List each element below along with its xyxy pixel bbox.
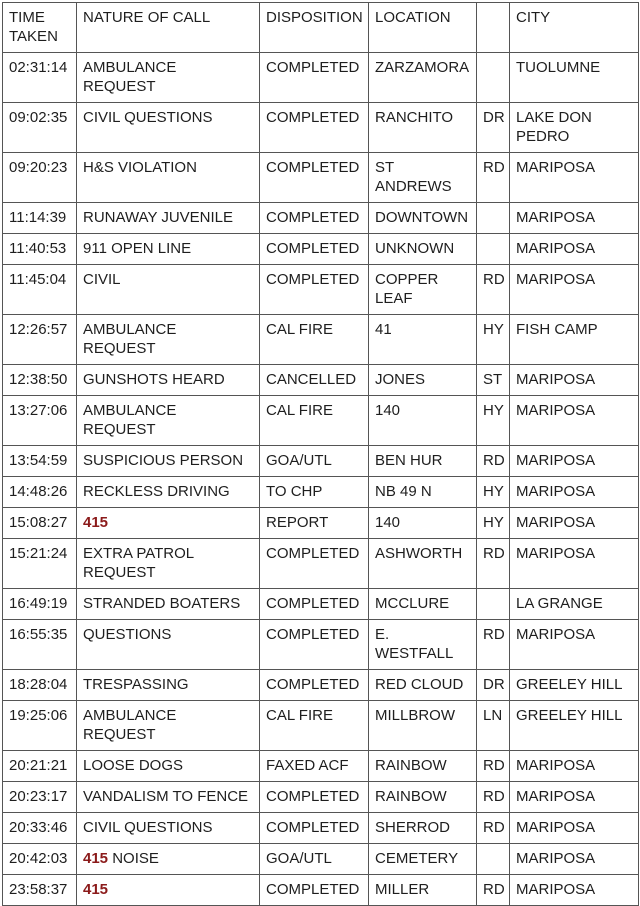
table-row — [3, 153, 639, 203]
call-description: TRESPASSING — [83, 676, 189, 693]
header-city: CITY — [510, 3, 639, 53]
cell-disposition: FAXED ACF — [260, 751, 369, 782]
cell-disposition: REPORT — [260, 508, 369, 539]
table-row — [3, 203, 639, 234]
cell-city: GREELEY HILL — [510, 701, 639, 751]
cell-time: 18:28:04 — [3, 670, 77, 701]
cell-city: MARIPOSA — [510, 620, 639, 670]
cell-nature-of-call — [77, 589, 260, 620]
cell-nature-of-call — [77, 701, 260, 751]
table-row — [3, 701, 639, 751]
cell-street-suffix: HY — [477, 396, 510, 446]
cell-city: MARIPOSA — [510, 875, 639, 906]
table-row — [3, 782, 639, 813]
cell-nature-of-call — [77, 53, 260, 103]
cell-street-suffix — [477, 589, 510, 620]
cell-time: 19:25:06 — [3, 701, 77, 751]
call-code-highlight: 415 — [83, 514, 109, 531]
header-time: TIME TAKEN — [3, 3, 77, 53]
cell-location: RAINBOW — [369, 751, 477, 782]
cell-location: SHERROD — [369, 813, 477, 844]
cell-street-suffix: RD — [477, 782, 510, 813]
cell-time: 20:23:17 — [3, 782, 77, 813]
cell-city: MARIPOSA — [510, 365, 639, 396]
cell-time: 09:02:35 — [3, 103, 77, 153]
table-row — [3, 844, 639, 875]
cell-disposition: GOA/UTL — [260, 844, 369, 875]
call-code-highlight: 415 — [83, 850, 109, 867]
cell-city: MARIPOSA — [510, 844, 639, 875]
cell-time: 11:40:53 — [3, 234, 77, 265]
cell-nature-of-call — [77, 813, 260, 844]
cell-location: CEMETERY — [369, 844, 477, 875]
cell-disposition: COMPLETED — [260, 539, 369, 589]
cell-location: ST ANDREWS — [369, 153, 477, 203]
cell-disposition: CAL FIRE — [260, 315, 369, 365]
cell-time: 16:49:19 — [3, 589, 77, 620]
cell-time: 15:08:27 — [3, 508, 77, 539]
call-description: NOISE — [108, 850, 159, 867]
cell-city: LAKE DON PEDRO — [510, 103, 639, 153]
cell-street-suffix: RD — [477, 751, 510, 782]
cell-nature-of-call — [77, 103, 260, 153]
cell-nature-of-call — [77, 396, 260, 446]
cell-city: LA GRANGE — [510, 589, 639, 620]
cell-disposition: CAL FIRE — [260, 396, 369, 446]
cell-city: MARIPOSA — [510, 446, 639, 477]
table-row — [3, 446, 639, 477]
cell-street-suffix: ST — [477, 365, 510, 396]
cell-nature-of-call — [77, 203, 260, 234]
cell-location: 140 — [369, 396, 477, 446]
cell-nature-of-call — [77, 875, 260, 906]
table-row — [3, 315, 639, 365]
call-description: CIVIL QUESTIONS — [83, 819, 213, 836]
call-description: QUESTIONS — [83, 626, 172, 643]
cell-street-suffix: RD — [477, 620, 510, 670]
call-description: 911 OPEN LINE — [83, 240, 192, 257]
cell-city: MARIPOSA — [510, 396, 639, 446]
table-row — [3, 508, 639, 539]
cell-time: 13:27:06 — [3, 396, 77, 446]
call-description: CIVIL QUESTIONS — [83, 109, 213, 126]
call-description: GUNSHOTS HEARD — [83, 371, 225, 388]
table-row — [3, 265, 639, 315]
cell-street-suffix: RD — [477, 153, 510, 203]
table-row — [3, 365, 639, 396]
call-description: RECKLESS DRIVING — [83, 483, 230, 500]
cell-time: 11:45:04 — [3, 265, 77, 315]
cell-nature-of-call — [77, 446, 260, 477]
cell-location: MCCLURE — [369, 589, 477, 620]
cell-nature-of-call — [77, 265, 260, 315]
cell-nature-of-call — [77, 620, 260, 670]
cell-nature-of-call — [77, 751, 260, 782]
cell-city: GREELEY HILL — [510, 670, 639, 701]
cell-disposition: TO CHP — [260, 477, 369, 508]
cell-time: 20:33:46 — [3, 813, 77, 844]
cell-disposition: CANCELLED — [260, 365, 369, 396]
table-row — [3, 539, 639, 589]
cell-city: MARIPOSA — [510, 751, 639, 782]
cell-location: RANCHITO — [369, 103, 477, 153]
cell-location: 140 — [369, 508, 477, 539]
call-description: AMBULANCE REQUEST — [83, 402, 181, 438]
call-description: STRANDED BOATERS — [83, 595, 241, 612]
cell-nature-of-call — [77, 844, 260, 875]
cell-street-suffix: LN — [477, 701, 510, 751]
table-row — [3, 813, 639, 844]
cell-location: RAINBOW — [369, 782, 477, 813]
cell-disposition: COMPLETED — [260, 813, 369, 844]
call-description: AMBULANCE REQUEST — [83, 321, 181, 357]
cell-time: 02:31:14 — [3, 53, 77, 103]
header-row — [3, 3, 639, 53]
cell-nature-of-call — [77, 477, 260, 508]
cell-disposition: COMPLETED — [260, 265, 369, 315]
cell-nature-of-call — [77, 153, 260, 203]
cell-location: RED CLOUD — [369, 670, 477, 701]
cell-location: NB 49 N — [369, 477, 477, 508]
call-description: SUSPICIOUS PERSON — [83, 452, 244, 469]
table-row — [3, 589, 639, 620]
cell-city: MARIPOSA — [510, 508, 639, 539]
cell-nature-of-call — [77, 315, 260, 365]
call-code-highlight: 415 — [83, 881, 109, 898]
table-row — [3, 53, 639, 103]
cell-city: MARIPOSA — [510, 153, 639, 203]
table-row — [3, 396, 639, 446]
cell-time: 11:14:39 — [3, 203, 77, 234]
cell-disposition: COMPLETED — [260, 234, 369, 265]
cell-disposition: COMPLETED — [260, 875, 369, 906]
cell-disposition: COMPLETED — [260, 153, 369, 203]
cell-location: MILLER — [369, 875, 477, 906]
cell-time: 09:20:23 — [3, 153, 77, 203]
table-row — [3, 751, 639, 782]
call-description: H&S VIOLATION — [83, 159, 197, 176]
cell-disposition: COMPLETED — [260, 203, 369, 234]
cell-street-suffix — [477, 844, 510, 875]
cell-city: MARIPOSA — [510, 782, 639, 813]
cell-time: 23:58:37 — [3, 875, 77, 906]
cell-street-suffix — [477, 53, 510, 103]
call-description: EXTRA PATROL REQUEST — [83, 545, 198, 581]
cell-disposition: COMPLETED — [260, 53, 369, 103]
cell-time: 20:42:03 — [3, 844, 77, 875]
cell-nature-of-call — [77, 365, 260, 396]
table-row — [3, 103, 639, 153]
cell-location: E. WESTFALL — [369, 620, 477, 670]
header-disposition: DISPOSITION — [260, 3, 369, 53]
call-log-body — [3, 53, 639, 906]
cell-street-suffix: DR — [477, 670, 510, 701]
cell-city: MARIPOSA — [510, 265, 639, 315]
cell-disposition: COMPLETED — [260, 782, 369, 813]
cell-city: FISH CAMP — [510, 315, 639, 365]
cell-street-suffix: HY — [477, 315, 510, 365]
cell-nature-of-call — [77, 539, 260, 589]
call-description: AMBULANCE REQUEST — [83, 707, 181, 743]
cell-time: 12:26:57 — [3, 315, 77, 365]
cell-city: MARIPOSA — [510, 813, 639, 844]
cell-street-suffix — [477, 203, 510, 234]
cell-disposition: COMPLETED — [260, 589, 369, 620]
table-row — [3, 670, 639, 701]
cell-street-suffix: DR — [477, 103, 510, 153]
cell-street-suffix: RD — [477, 539, 510, 589]
cell-time: 16:55:35 — [3, 620, 77, 670]
cell-time: 15:21:24 — [3, 539, 77, 589]
cell-street-suffix: RD — [477, 813, 510, 844]
cell-location: ZARZAMORA — [369, 53, 477, 103]
cell-time: 12:38:50 — [3, 365, 77, 396]
cell-location: ASHWORTH — [369, 539, 477, 589]
cell-nature-of-call — [77, 670, 260, 701]
cell-city: MARIPOSA — [510, 539, 639, 589]
table-row — [3, 875, 639, 906]
cell-street-suffix: RD — [477, 446, 510, 477]
cell-disposition: GOA/UTL — [260, 446, 369, 477]
cell-street-suffix: HY — [477, 477, 510, 508]
cell-time: 14:48:26 — [3, 477, 77, 508]
cell-location: UNKNOWN — [369, 234, 477, 265]
cell-disposition: COMPLETED — [260, 670, 369, 701]
cell-city: MARIPOSA — [510, 234, 639, 265]
cell-disposition: COMPLETED — [260, 620, 369, 670]
cell-time: 13:54:59 — [3, 446, 77, 477]
cell-street-suffix: RD — [477, 875, 510, 906]
header-location: LOCATION — [369, 3, 477, 53]
call-description: VANDALISM TO FENCE — [83, 788, 249, 805]
header-street-suffix — [477, 3, 510, 53]
cell-city: MARIPOSA — [510, 477, 639, 508]
cell-disposition: COMPLETED — [260, 103, 369, 153]
call-log-table — [2, 2, 639, 906]
cell-nature-of-call — [77, 782, 260, 813]
header-nature-of-call: NATURE OF CALL — [77, 3, 260, 53]
call-description: CIVIL — [83, 271, 121, 288]
cell-location: DOWNTOWN — [369, 203, 477, 234]
cell-location: BEN HUR — [369, 446, 477, 477]
cell-street-suffix: RD — [477, 265, 510, 315]
cell-city: TUOLUMNE — [510, 53, 639, 103]
cell-disposition: CAL FIRE — [260, 701, 369, 751]
cell-location: MILLBROW — [369, 701, 477, 751]
cell-location: COPPER LEAF — [369, 265, 477, 315]
cell-location: JONES — [369, 365, 477, 396]
table-row — [3, 620, 639, 670]
call-description: RUNAWAY JUVENILE — [83, 209, 234, 226]
call-description: LOOSE DOGS — [83, 757, 184, 774]
cell-time: 20:21:21 — [3, 751, 77, 782]
cell-street-suffix — [477, 234, 510, 265]
call-description: AMBULANCE REQUEST — [83, 59, 181, 95]
cell-street-suffix: HY — [477, 508, 510, 539]
cell-location: 41 — [369, 315, 477, 365]
cell-nature-of-call — [77, 234, 260, 265]
table-row — [3, 477, 639, 508]
cell-city: MARIPOSA — [510, 203, 639, 234]
table-row — [3, 234, 639, 265]
cell-nature-of-call — [77, 508, 260, 539]
